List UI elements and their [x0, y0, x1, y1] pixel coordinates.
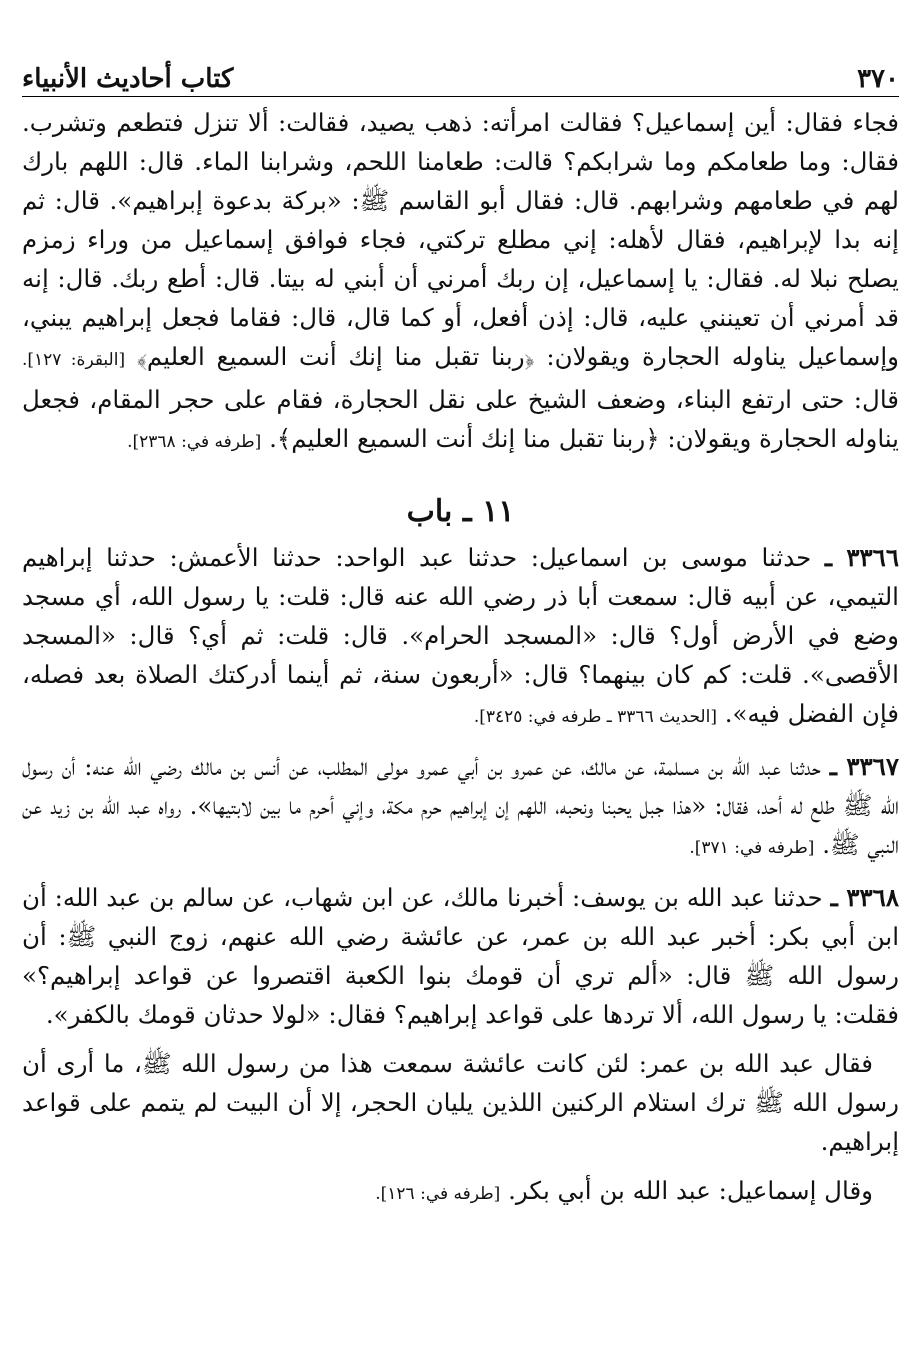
closing-paragraph — [22, 1044, 899, 1161]
page-number: ٣٧٠ — [857, 64, 899, 94]
closing-note — [22, 1171, 899, 1214]
hadith-3367 — [22, 747, 899, 868]
book-page — [22, 50, 899, 1214]
hadith-reference: [طرفه في: ٣٧١]. — [689, 838, 815, 858]
hadith-reference: [الحديث ٣٣٦٦ ـ طرفه في: ٣٤٢٥]. — [473, 707, 717, 727]
chapter-heading: ١١ ـ باب — [406, 494, 515, 529]
book-title: كتاب أحاديث الأنبياء — [22, 64, 234, 94]
quran-reference: [البقرة: ١٢٧]. — [22, 350, 126, 370]
hadith-number: ٣٣٦٧ ـ — [829, 752, 899, 781]
continuation-paragraph — [22, 103, 899, 462]
hadith-text: حدثنا عبد الله بن يوسف: أخبرنا مالك، عن ابن شهاب، عن سالم بن عبد الله: أن ابن أبي بكر: أخبر عبد الله بن عمر، عن عائشة رضي الله عنهم، زوج النبي ﷺ: أن رسول الله ﷺ قال: «ألم تري أن قومك بنوا الكعبة اقتصروا عن قواعد إبراهيم؟» فقلت: يا رسول الله، ألا تردها على قواعد إبراهيم؟ فقال: «لولا حدثان قومك بالكفر». — [22, 883, 899, 1029]
continuation-text: فجاء فقال: أين إسماعيل؟ فقالت امرأته: ذهب يصيد، فقالت: ألا تنزل فتطعم وتشرب. فقال: وما طعامكم وما شرابكم؟ قالت: طعامنا اللحم، وشرابنا الماء. قال: اللهم بارك لهم في طعامهم وشرابهم. قال: فقال أبو القاسم ﷺ: «بركة بدعوة إبراهيم». قال: ثم إنه بدا لإبراهيم، فقال لأهله: إني مطلع تركتي، فجاء فوافق إسماعيل من وراء زمزم يصلح نبلا له. فقال: يا إسماعيل، إن ربك أمرني أن أبني له بيتا. قال: أطع ربك. قال: إنه قد أمرني أن تعينني عليه، قال: إذن أفعل، أو كما قال، قال: فقاما فجعل إبراهيم يبني، وإسماعيل يناوله الحجارة ويقولان: ﴿ربنا تقبل منا إنك أنت السميع العليم﴾ — [22, 108, 900, 371]
closing-text: فقال عبد الله بن عمر: لئن كانت عائشة سمعت هذا من رسول الله ﷺ، ما أرى أن رسول الله ﷺ ترك استلام الركنين اللذين يليان الحجر، إلا أن البيت لم يتمم على قواعد إبراهيم. — [22, 1049, 900, 1156]
closing-note-text: وقال إسماعيل: عبد الله بن أبي بكر. — [508, 1176, 873, 1205]
header-rule — [22, 96, 899, 97]
hadith-number: ٣٣٦٦ ـ — [824, 543, 899, 572]
hadith-number: ٣٣٦٨ ـ — [830, 883, 899, 912]
hadith-3366 — [22, 538, 899, 737]
closing-reference: [طرفه في: ١٢٦]. — [375, 1184, 501, 1204]
hadith-text: حدثنا موسى بن اسماعيل: حدثنا عبد الواحد: حدثنا الأعمش: حدثنا إبراهيم التيمي، عن أبيه قال: سمعت أبا ذر رضي الله عنه قال: قلت: يا رسول الله، أي مسجد وضع في الأرض أول؟ قال: «المسجد الحرام». قال: قلت: ثم أي؟ قال: «المسجد الأقصى». قلت: كم كان بينهما؟ قال: «أربعون سنة، ثم أينما أدركتك الصلاة بعد فصله، فإن الفضل فيه». — [22, 543, 899, 728]
running-header — [22, 50, 899, 94]
hadith-text: حدثنا عبد الله بن مسلمة، عن مالك، عن عمرو بن أبي عمرو مولى المطلب، عن أنس بن مالك رضي الله عنه: أن رسول الله ﷺ طلع له أحد، فقال: «هذا جبل يحبنا ونحبه، اللهم إن إبراهيم حرم مكة، وإني أحرم ما بين لابتيها». رواه عبد الله بن زيد عن النبي ﷺ. — [22, 752, 899, 859]
cross-reference: [طرفه في: ٢٣٦٨]. — [127, 432, 262, 452]
hadith-3368 — [22, 878, 899, 1034]
continuation-text-2: قال: حتى ارتفع البناء، وضعف الشيخ على نقل الحجارة، فقام على حجر المقام، فجعل يناوله الحجارة ويقولان: ﴿ربنا تقبل منا إنك أنت السميع العليم﴾. — [22, 385, 899, 453]
